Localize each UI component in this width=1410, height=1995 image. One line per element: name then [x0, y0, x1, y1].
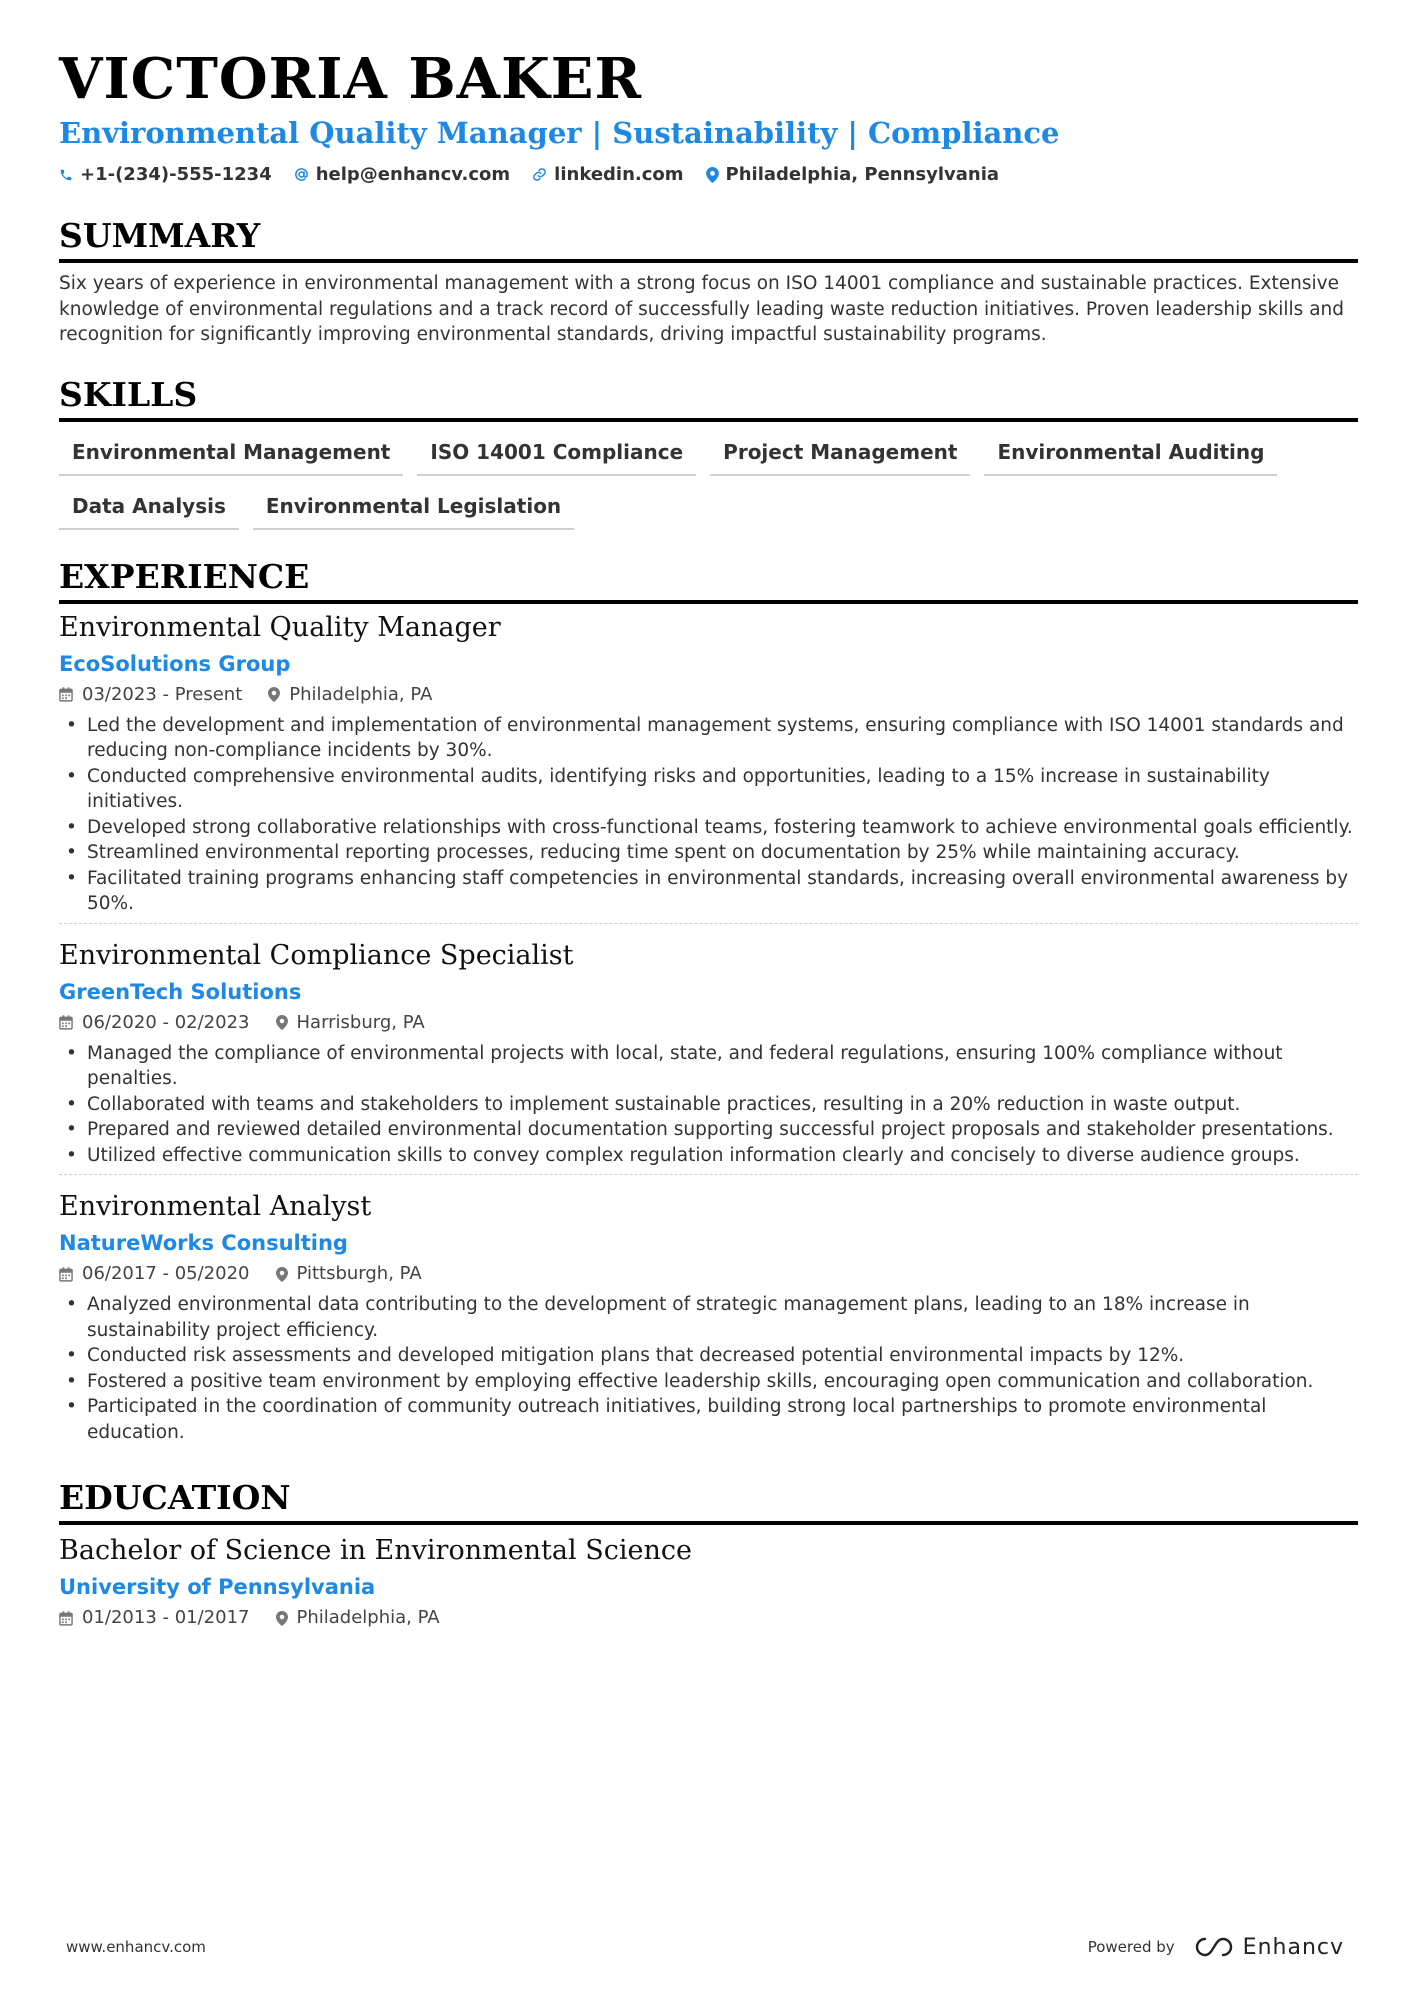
education-section — [59, 1477, 1358, 1630]
skill-tag: Environmental Auditing — [984, 436, 1277, 476]
location-text: Philadelphia, PA — [296, 1607, 440, 1628]
enhancv-brand[interactable] — [1193, 1935, 1344, 1960]
dates-text: 03/2023 - Present — [82, 683, 243, 705]
footer-website-link[interactable]: www.enhancv.com — [66, 1938, 206, 1956]
skill-tag: Environmental Legislation — [253, 490, 574, 530]
job-entry — [59, 1174, 1358, 1451]
job-meta — [59, 683, 1358, 707]
contact-phone[interactable] — [59, 164, 272, 185]
headline: Environmental Quality Manager | Sustainability | Compliance — [59, 116, 1060, 150]
powered-by — [1088, 1935, 1344, 1960]
email-text: help@enhancv.com — [315, 164, 511, 185]
calendar-icon — [59, 1611, 73, 1626]
calendar-icon — [59, 1015, 73, 1030]
bullet-item: • Prepared and reviewed detailed environmental documentation supporting successful project proposals and stakeholder presentations. — [59, 1117, 1358, 1143]
experience-heading: EXPERIENCE — [59, 556, 1358, 604]
job-location — [276, 1011, 425, 1035]
job-meta — [59, 1011, 1358, 1035]
calendar-icon — [59, 687, 73, 702]
location-text: Philadelphia, Pennsylvania — [725, 164, 1000, 185]
enhancv-logo-icon — [1193, 1936, 1235, 1958]
job-bullets — [59, 713, 1358, 917]
job-bullets — [59, 1041, 1358, 1169]
location-text: Pittsburgh, PA — [296, 1263, 422, 1284]
location-pin-icon — [706, 167, 719, 183]
skills-section — [59, 374, 1358, 530]
page-footer — [66, 1927, 1344, 1967]
job-meta — [59, 1262, 1358, 1286]
candidate-name: VICTORIA BAKER — [59, 46, 643, 112]
summary-heading: SUMMARY — [59, 215, 1358, 263]
location-pin-icon — [276, 1267, 288, 1282]
job-entry — [59, 923, 1358, 1175]
phone-icon — [59, 168, 73, 182]
job-location — [276, 1262, 422, 1286]
skills-list — [59, 436, 1358, 530]
bullet-item: • Conducted comprehensive environmental audits, identifying risks and opportunities, leading to a 15% increase in sustainability initiatives. — [59, 764, 1358, 815]
job-location — [268, 683, 432, 707]
skill-tag: Environmental Management — [59, 436, 403, 476]
education-meta — [59, 1606, 1358, 1630]
job-title: Environmental Analyst — [59, 1191, 372, 1222]
location-text: Philadelphia, PA — [289, 683, 433, 705]
dates-text: 01/2013 - 01/2017 — [82, 1607, 250, 1628]
bullet-item: • Collaborated with teams and stakeholders to implement sustainable practices, resulting in a 20% reduction in waste output. — [59, 1092, 1358, 1118]
location-text: Harrisburg, PA — [296, 1011, 425, 1033]
education-location — [276, 1606, 440, 1630]
bullet-item: • Developed strong collaborative relationships with cross-functional teams, fostering teamwork to achieve environmental goals efficiently. — [59, 815, 1358, 841]
skill-tag: ISO 14001 Compliance — [417, 436, 696, 476]
location-pin-icon — [276, 1611, 288, 1626]
summary-text: Six years of experience in environmental management with a strong focus on ISO 14001 compliance and sustainable practices. Extensive knowledge of environmental regulations and a track record of successfully leading waste reduction initiatives. Proven leadership skills and recognition for significantly improving environmental standards, driving impactful sustainability programs. — [59, 273, 1345, 345]
email-icon — [294, 167, 309, 182]
company-name: EcoSolutions Group — [59, 651, 291, 676]
school-name: University of Pennsylvania — [59, 1575, 376, 1599]
location-pin-icon — [268, 687, 280, 702]
job-title: Environmental Compliance Specialist — [59, 939, 574, 971]
company-name: NatureWorks Consulting — [59, 1231, 348, 1255]
bullet-item: • Led the development and implementation of environmental management systems, ensuring compliance with ISO 14001 standards and reducing non-compliance incidents by 30%. — [59, 713, 1358, 764]
education-dates — [59, 1606, 250, 1630]
bullet-item: • Streamlined environmental reporting processes, reducing time spent on documentation by 25% while maintaining accuracy. — [59, 840, 1358, 866]
job-title: Environmental Quality Manager — [59, 611, 501, 643]
job-entry — [59, 610, 1358, 923]
powered-by-label: Powered by — [1087, 1938, 1175, 1956]
skills-heading: SKILLS — [59, 374, 1358, 422]
location-pin-icon — [276, 1015, 288, 1030]
skill-tag: Data Analysis — [59, 490, 239, 530]
phone-text: +1-(234)-555-1234 — [80, 164, 272, 185]
summary-section — [59, 215, 1358, 348]
degree-title: Bachelor of Science in Environmental Science — [59, 1535, 692, 1566]
job-dates — [59, 1262, 250, 1286]
company-name: GreenTech Solutions — [59, 979, 302, 1004]
skill-tag: Project Management — [710, 436, 970, 476]
experience-section — [59, 556, 1358, 1452]
job-dates — [59, 683, 242, 707]
bullet-item: • Conducted risk assessments and developed mitigation plans that decreased potential environmental impacts by 12%. — [59, 1343, 1358, 1369]
brand-name: Enhancv — [1242, 1934, 1344, 1960]
calendar-icon — [59, 1267, 73, 1282]
bullet-item: • Managed the compliance of environmental projects with local, state, and federal regulations, ensuring 100% compliance without penalties. — [59, 1041, 1358, 1092]
bullet-item: • Facilitated training programs enhancing staff competencies in environmental standards, increasing overall environmental awareness by 50%. — [59, 866, 1358, 917]
bullet-item: • Fostered a positive team environment by employing effective leadership skills, encouraging open communication and collaboration. — [59, 1369, 1358, 1395]
education-heading: EDUCATION — [59, 1477, 1358, 1525]
bullet-item: • Utilized effective communication skills to convey complex regulation information clearly and concisely to diverse audience groups. — [59, 1143, 1358, 1169]
job-dates — [59, 1011, 250, 1035]
bullet-item: • Participated in the coordination of community outreach initiatives, building strong local partnerships to promote environmental education. — [59, 1394, 1358, 1445]
contact-email[interactable] — [294, 164, 510, 185]
dates-text: 06/2017 - 05/2020 — [82, 1263, 250, 1284]
bullet-item: • Analyzed environmental data contributing to the development of strategic management plans, leading to an 18% increase in sustainability project efficiency. — [59, 1292, 1358, 1343]
job-bullets — [59, 1292, 1358, 1445]
contact-linkedin[interactable] — [532, 164, 683, 185]
contact-location — [706, 164, 1000, 185]
contact-bar — [59, 164, 1358, 185]
dates-text: 06/2020 - 02/2023 — [82, 1011, 250, 1033]
linkedin-text: linkedin.com — [554, 164, 684, 185]
link-icon — [532, 167, 547, 182]
